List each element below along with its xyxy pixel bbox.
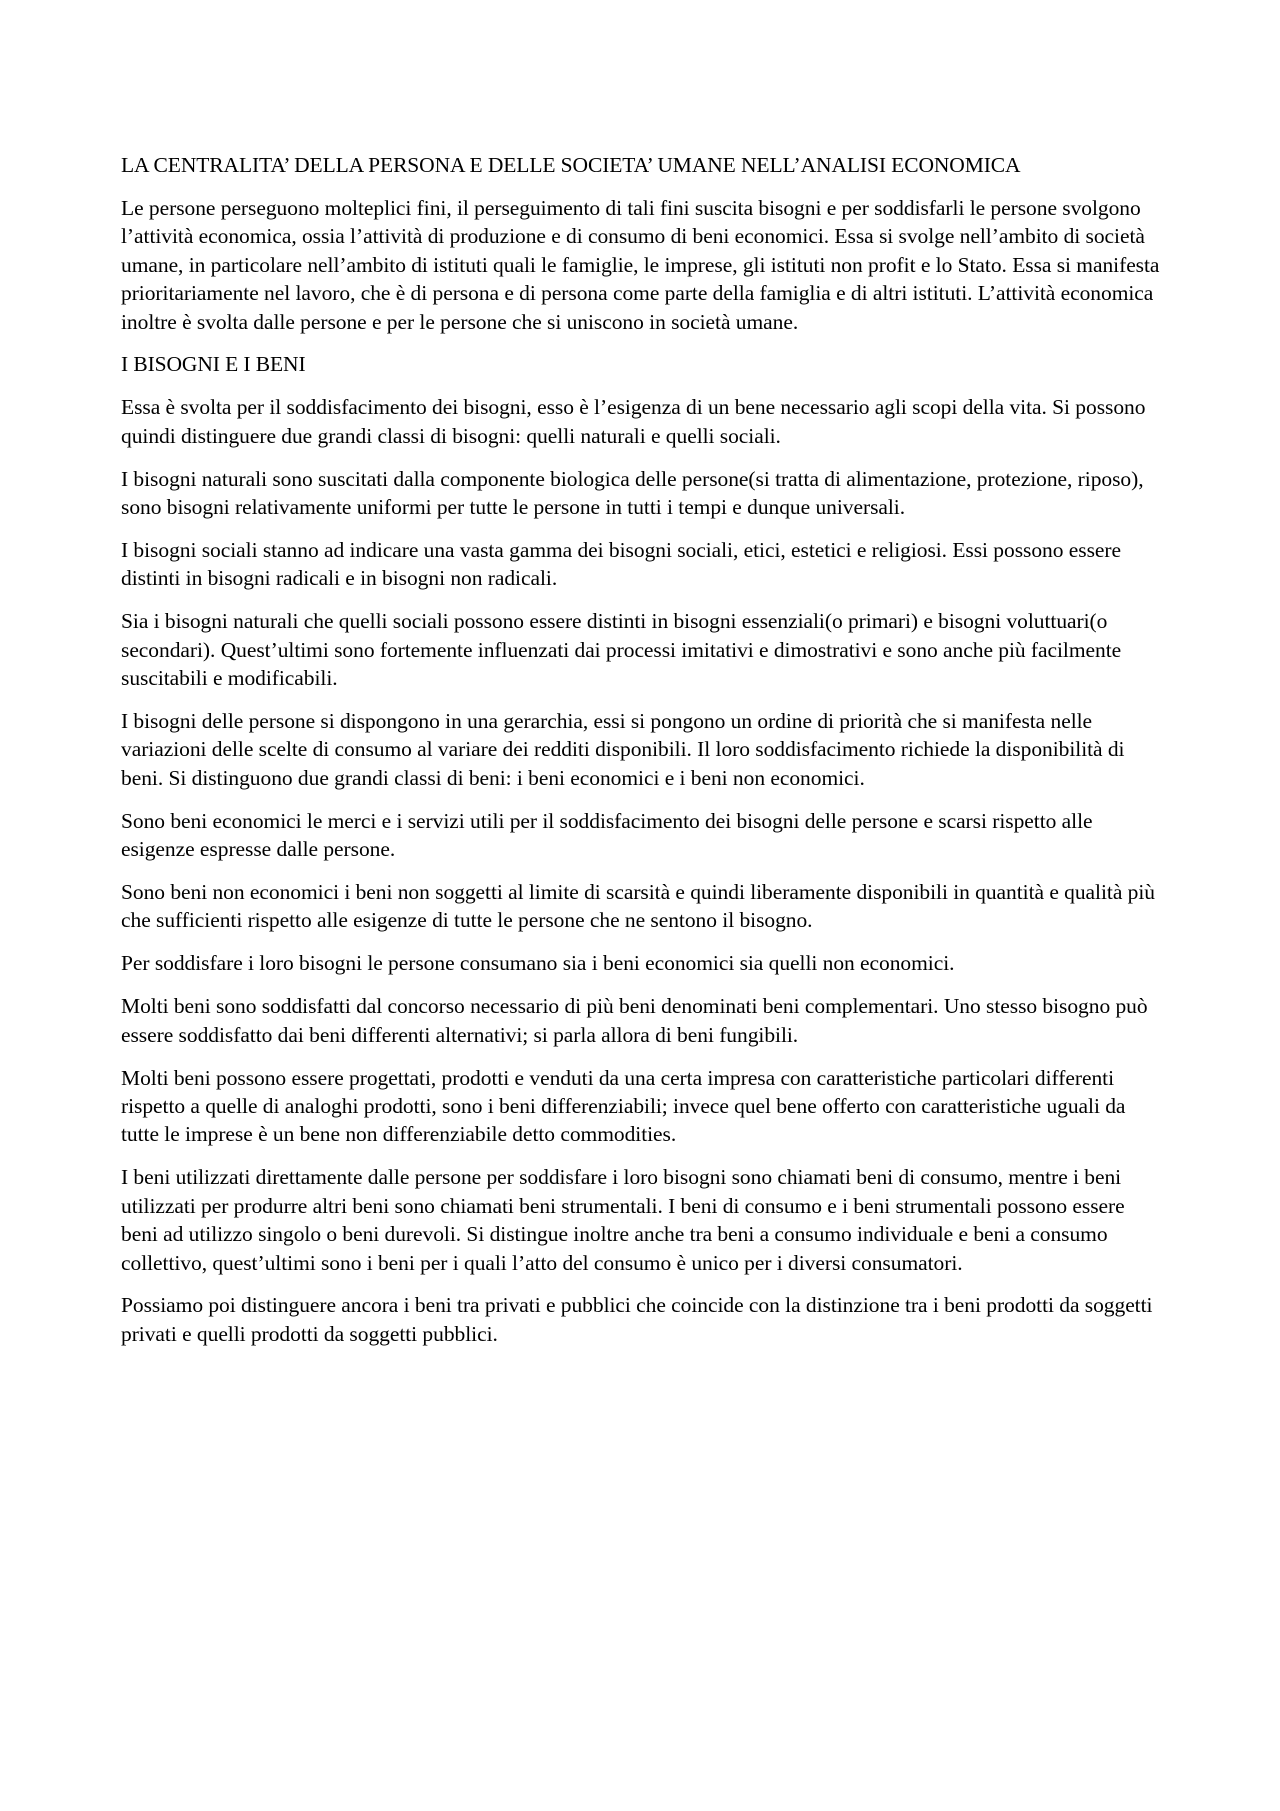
document-title: LA CENTRALITA’ DELLA PERSONA E DELLE SOCIETA’ UMANE NELL’ANALISI ECONOMICA [121,153,1021,177]
paragraph: Sono beni non economici i beni non soggetti al limite di scarsità e quindi liberamente disponibili in quantità e qualità più che sufficienti rispetto alle esigenze di tutte le persone che ne sentono il bisogno. [121,880,1155,933]
paragraph: Possiamo poi distinguere ancora i beni tra privati e pubblici che coincide con la distinzione tra i beni prodotti da soggetti privati e quelli prodotti da soggetti pubblici. [121,1293,1153,1346]
intro-paragraph: Le persone perseguono molteplici fini, il perseguimento di tali fini suscita bisogni e per soddisfarli le persone svolgono l’attività economica, ossia l’attività di produzione e di consumo di beni economici. Essa si svolge nell’ambito di società umane, in particolare nell’ambito di istituti quali le famiglie, le imprese, gli istituti non profit e lo Stato. Essa si manifesta prioritariamente nel lavoro, che è di persona e di persona come parte della famiglia e di altri istituti. L’attività economica inoltre è svolta dalle persone e per le persone che si uniscono in società umane. [121,195,1160,334]
paragraph: Per soddisfare i loro bisogni le persone consumano sia i beni economici sia quelli non economici. [121,951,955,976]
paragraph: Essa è svolta per il soddisfacimento dei bisogni, esso è l’esigenza di un bene necessario agli scopi della vita. Si possono quindi distinguere due grandi classi di bisogni: quelli naturali e quelli sociali. [121,395,1146,448]
paragraph: I beni utilizzati direttamente dalle persone per soddisfare i loro bisogni sono chiamati beni di consumo, mentre i beni utilizzati per produrre altri beni sono chiamati beni strumentali. I beni di consumo e i beni strumentali possono essere beni ad utilizzo singolo o beni durevoli. Si distingue inoltre anche tra beni a consumo individuale e beni a consumo collettivo, quest’ultimi sono i beni per i quali l’atto del consumo è unico per i diversi consumatori. [121,1165,1125,1275]
paragraph: Sono beni economici le merci e i servizi utili per il soddisfacimento dei bisogni delle persone e scarsi rispetto alle esigenze espresse dalle persone. [121,808,1093,862]
paragraph: Sia i bisogni naturali che quelli sociali possono essere distinti in bisogni essenziali(o primari) e bisogni voluttuari(o secondari). Quest’ultimi sono fortemente influenzati dai processi imitativi e dimostrativi e sono anche più facilmente suscitabili e modificabili. [121,609,1122,691]
paragraph: I bisogni naturali sono suscitati dalla componente biologica delle persone(si tratta di alimentazione, protezione, riposo), sono bisogni relativamente uniformi per tutte le persone in tutti i tempi e dunque universali. [121,466,1144,520]
paragraph: Molti beni sono soddisfatti dal concorso necessario di più beni denominati beni complementari. Uno stesso bisogno può essere soddisfatto dai beni differenti alternativi; si parla allora di beni fungibili. [121,994,1148,1047]
section-heading: I BISOGNI E I BENI [121,352,306,377]
paragraph: I bisogni sociali stanno ad indicare una vasta gamma dei bisogni sociali, etici, estetici e religiosi. Essi possono essere distinti in bisogni radicali e in bisogni non radicali. [121,537,1121,591]
paragraph: Molti beni possono essere progettati, prodotti e venduti da una certa impresa con caratteristiche particolari differenti rispetto a quelle di analoghi prodotti, sono i beni differenziabili; invece quel bene offerto con caratteristiche uguali da tutte le imprese è un bene non differenziabile detto commodities. [121,1065,1126,1147]
paragraph: I bisogni delle persone si dispongono in una gerarchia, essi si pongono un ordine di priorità che si manifesta nelle variazioni delle scelte di consumo al variare dei redditi disponibili. Il loro soddisfacimento richiede la disponibilità di beni. Si distinguono due grandi classi di beni: i beni economici e i beni non economici. [121,709,1125,790]
